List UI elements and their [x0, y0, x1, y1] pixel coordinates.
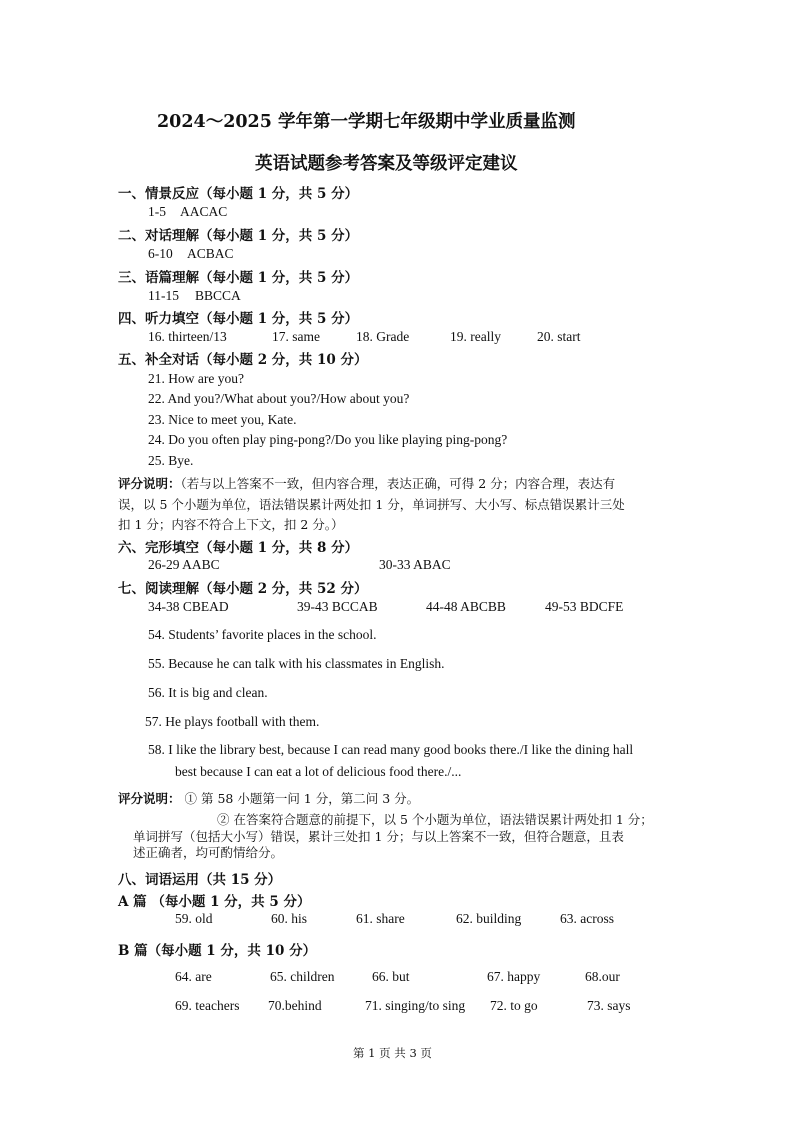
section-8a-item-62: 62. building — [456, 911, 522, 926]
section-8b-item-69: 69. teachers — [175, 998, 240, 1013]
section-5-heading: 五、补全对话（每小题 2 分，共 10 分） — [118, 352, 368, 368]
page-title-line2: 英语试题参考答案及等级评定建议 — [255, 154, 518, 174]
section-3-range: 11-15 — [148, 288, 179, 303]
section-8b-item-68: 68.our — [585, 969, 620, 984]
section-8b-heading: B 篇（每小题 1 分，共 10 分） — [118, 943, 317, 959]
section-5-item-22: 22. And you?/What about you?/How about you? — [148, 391, 410, 406]
section-8a-item-61: 61. share — [356, 911, 405, 926]
section-8b-item-65: 65. children — [270, 969, 335, 984]
section-8-heading: 八、词语运用（共 15 分） — [118, 872, 282, 888]
section-7-note-line2: ② 在答案符合题意的前提下，以 5 个小题为单位，语法错误累计两处扣 1 分； — [217, 812, 653, 827]
section-5-item-25: 25. Bye. — [148, 453, 194, 468]
section-4-item-16: 16. thirteen/13 — [148, 329, 227, 344]
section-8b-item-66: 66. but — [372, 969, 410, 984]
section-7-mc-4: 49-53 BDCFE — [545, 599, 624, 614]
section-7-mc-1: 34-38 CBEAD — [148, 599, 229, 614]
section-8b-item-71: 71. singing/to sing — [365, 998, 466, 1013]
section-2-answers: ACBAC — [187, 246, 234, 261]
page-footer: 第 1 页 共 3 页 — [353, 1046, 432, 1060]
section-8b-item-64: 64. are — [175, 969, 212, 984]
section-6-answers-1: 26-29 AABC — [148, 557, 220, 572]
section-7-mc-2: 39-43 BCCAB — [297, 599, 378, 614]
section-5-note-line1 — [118, 474, 615, 492]
section-6-heading: 六、完形填空（每小题 1 分，共 8 分） — [118, 540, 359, 556]
section-8b-item-72: 72. to go — [490, 998, 538, 1013]
section-5-note-text1: （若与以上答案不一致，但内容合理，表达正确，可得 2 分；内容合理，表达有 — [180, 476, 616, 491]
section-7-note-line4: 述正确者，均可酌情给分。 — [133, 845, 284, 860]
section-3-answers: BBCCA — [195, 288, 241, 303]
section-8b-item-70: 70.behind — [268, 998, 322, 1013]
section-3-heading: 三、语篇理解（每小题 1 分，共 5 分） — [118, 270, 359, 286]
section-8a-item-63: 63. across — [560, 911, 614, 926]
section-5-item-23: 23. Nice to meet you, Kate. — [148, 412, 297, 427]
section-7-note-line1 — [118, 789, 419, 807]
section-7-q58-line1: 58. I like the library best, because I can read many good books there./I like the dining hall — [148, 742, 634, 757]
section-4-heading: 四、听力填空（每小题 1 分，共 5 分） — [118, 311, 359, 327]
section-8a-item-59: 59. old — [175, 911, 213, 926]
section-1-heading: 一、情景反应（每小题 1 分，共 5 分） — [118, 186, 359, 202]
section-5-item-21: 21. How are you? — [148, 371, 244, 386]
section-5-note-line3: 扣 1 分；内容不符合上下文，扣 2 分。） — [118, 517, 344, 532]
section-7-heading: 七、阅读理解（每小题 2 分，共 52 分） — [118, 581, 368, 597]
section-2-heading: 二、对话理解（每小题 1 分，共 5 分） — [118, 228, 359, 244]
section-4-item-20: 20. start — [537, 329, 581, 344]
section-1-range: 1-5 — [148, 204, 166, 219]
section-1-answers: AACAC — [180, 204, 228, 219]
section-7-q58-line2: best because I can eat a lot of delicious food there./... — [175, 764, 462, 779]
section-4-item-18: 18. Grade — [356, 329, 410, 344]
page-title-line1: 2024～2025 学年第一学期七年级期中学业质量监测 — [157, 112, 576, 132]
section-7-q56: 56. It is big and clean. — [148, 685, 268, 700]
section-7-note-line3: 单词拼写（包括大小写）错误，累计三处扣 1 分；与以上答案不一致，但符合题意，且表 — [133, 829, 624, 844]
section-7-q54: 54. Students’ favorite places in the school. — [148, 627, 377, 642]
section-8b-item-73: 73. says — [587, 998, 631, 1013]
section-7-mc-3: 44-48 ABCBB — [426, 599, 506, 614]
section-4-item-17: 17. same — [272, 329, 320, 344]
section-7-q57: 57. He plays football with them. — [145, 714, 320, 729]
section-5-note-line2: 误，以 5 个小题为单位，语法错误累计两处扣 1 分，单词拼写、大小写、标点错误累计三处 — [118, 497, 625, 512]
section-7-q55: 55. Because he can talk with his classmates in English. — [148, 656, 445, 671]
section-4-item-19: 19. really — [450, 329, 501, 344]
section-8b-item-67: 67. happy — [487, 969, 541, 984]
section-7-note-text1: ① 第 58 小题第一问 1 分，第二问 3 分。 — [184, 791, 420, 806]
section-5-item-24: 24. Do you often play ping-pong?/Do you like playing ping-pong? — [148, 432, 508, 447]
section-5-note-label: 评分说明： — [118, 476, 181, 491]
section-6-answers-2: 30-33 ABAC — [379, 557, 451, 572]
section-8a-item-60: 60. his — [271, 911, 308, 926]
section-7-note-label: 评分说明： — [118, 791, 181, 806]
section-8a-heading: A 篇 （每小题 1 分，共 5 分） — [118, 894, 311, 910]
section-2-range: 6-10 — [148, 246, 173, 261]
